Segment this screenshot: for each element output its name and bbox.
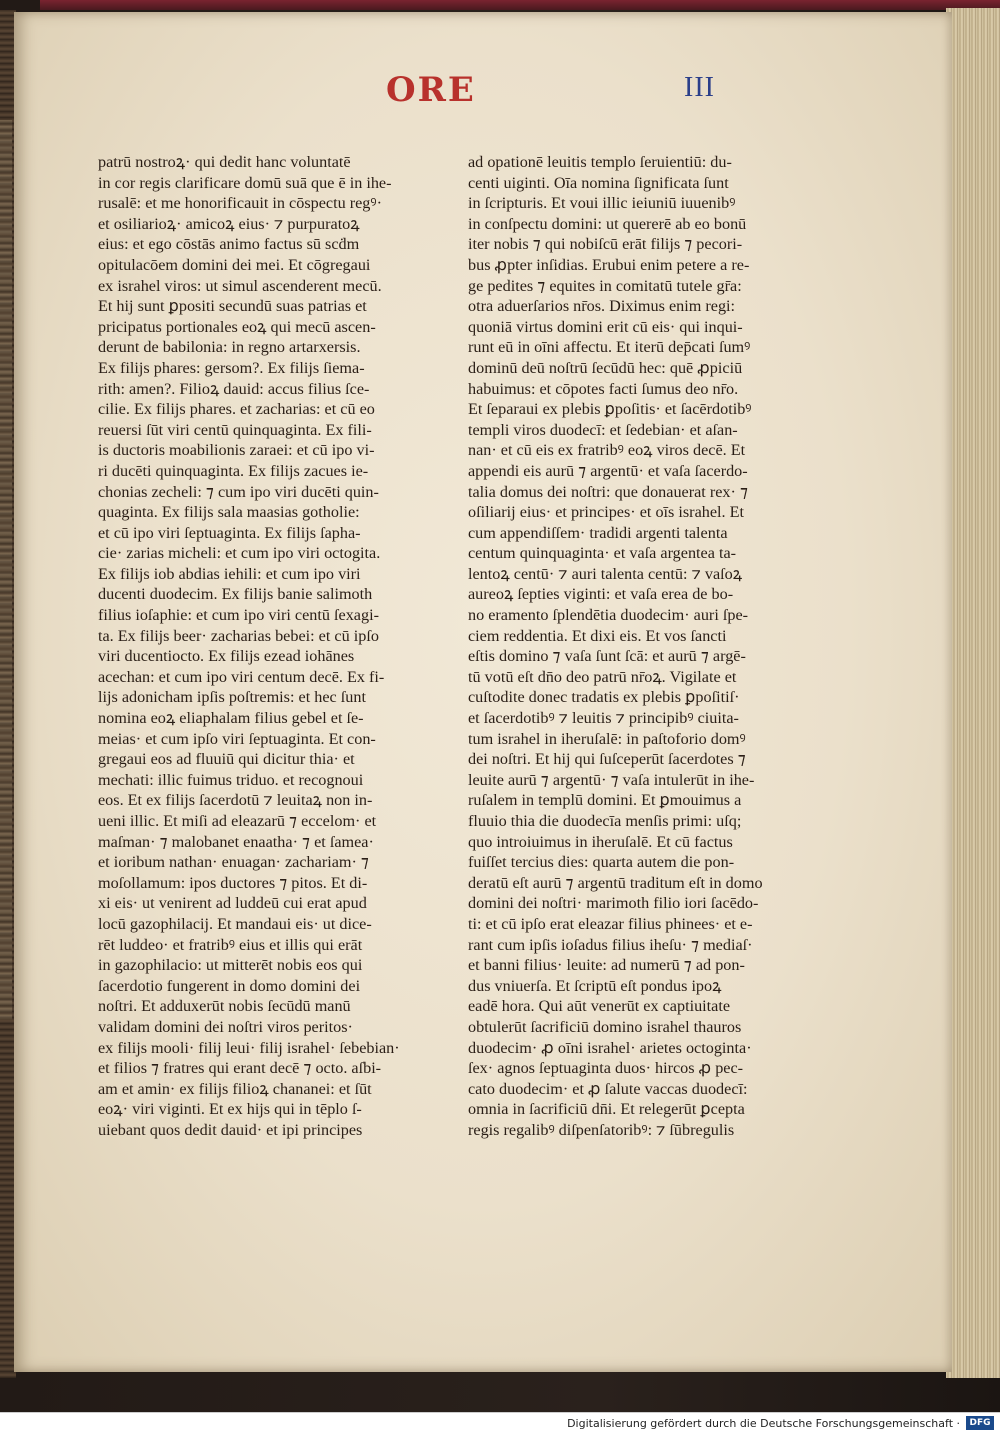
text-line: am et amin· ex filijs filioꝝ chananei: et ſūt bbox=[98, 1079, 372, 1098]
text-line: in gazophilacio: ut mitterēt nobis eos qui bbox=[98, 956, 363, 975]
footer-credit: Digitalisierung gefördert durch die Deutsche Forschungsgemeinschaft · bbox=[567, 1417, 960, 1430]
text-line: Ex filijs iob abdias iehili: et cum ipo viri bbox=[98, 564, 361, 583]
text-line: lijs adonicham ipſis poſtremis: et hec ſunt bbox=[98, 688, 366, 707]
text-line: ſacerdotio fungerent in domo domini dei bbox=[98, 976, 361, 995]
text-line: is ductoris moabilionis zaraei: et cū ipo vi- bbox=[98, 441, 375, 460]
binding-top bbox=[40, 0, 1000, 10]
text-line: eadē hora. Qui aūt venerūt ex captiuitate bbox=[468, 997, 731, 1016]
text-line: omnia in ſacrificiū dn̄i. Et relegerūt ꝑcepta bbox=[468, 1100, 745, 1119]
text-line: et ioribum nathan· enuagan· zachariam· ⁊ bbox=[98, 853, 369, 872]
text-line: dus vniuerſa. Et ſcriptū eſt pondus ipoꝝ bbox=[468, 976, 722, 995]
text-line: iter nobis ⁊ qui nobiſcū erāt filijs ⁊ pecori- bbox=[468, 235, 743, 254]
text-line: quaginta. Ex filijs sala maasias gotholie: bbox=[98, 503, 360, 522]
footer-bar bbox=[0, 1412, 1000, 1435]
text-line: cuſtodite donec tradatis ex plebis ꝑpoſitiſ· bbox=[468, 688, 740, 707]
text-line: ruſalem in templū domini. Et ꝑmouimus a bbox=[468, 791, 742, 810]
text-line: leuite aurū ⁊ argentū· ⁊ vaſa intulerūt in ihe- bbox=[468, 770, 755, 789]
text-line: ti: et cū ipſo erat eleazar filius phinees· et e- bbox=[468, 914, 753, 933]
text-line: centi uiginti. Oīa nomina ſignificata ſunt bbox=[468, 173, 729, 192]
text-line: et ſacerdotibꝰ ⁊ leuitis ⁊ principibꝰ ciuita- bbox=[468, 709, 739, 728]
text-line: ducenti duodecim. Ex filijs banie salimoth bbox=[98, 585, 373, 604]
text-line: Et hij sunt ꝑpositi secundū suas patrias et bbox=[98, 297, 367, 316]
text-line: mechati: illic fuimus triduo. et recognoui bbox=[98, 770, 364, 789]
text-line: cilie. Ex filijs phares. et zacharias: et cū eo bbox=[98, 400, 375, 419]
text-line: eſtis domino ⁊ vaſa ſunt ſcā: et aurū ⁊ argē- bbox=[468, 647, 746, 666]
text-line: cato duodecim· et ꝓ ſalute vaccas duodecī: bbox=[468, 1079, 748, 1098]
text-line: oſiliarij eius· et principes· et oīs israhel. Et bbox=[468, 503, 745, 522]
text-line: dei noſtri. Et hij qui ſuſceperūt ſacerdotes ⁊ bbox=[468, 750, 746, 769]
text-line: ciem reddentia. Et dixi eis. Et vos ſancti bbox=[468, 626, 727, 645]
text-line: habuimus: et cōpotes facti ſumus deo nr̄o. bbox=[468, 379, 739, 398]
text-line: acechan: et cum ipo viri centum decē. Ex fi- bbox=[98, 667, 385, 686]
text-line: nomina eoꝝ eliaphalam filius gebel et ſe- bbox=[98, 709, 364, 728]
text-line: lentoꝝ centū· ⁊ auri talenta centū: ⁊ vaſoꝝ bbox=[468, 564, 743, 583]
text-line: nan· et cū eis ex fratribꝰ eoꝝ viros decē. Et bbox=[468, 441, 746, 460]
left-page-strip bbox=[0, 120, 12, 1020]
text-line: domini dei noſtri· marimoth filio iori ſacēdo- bbox=[468, 894, 759, 913]
text-line: xi eis· ut venirent ad luddeū cui erat apud bbox=[98, 894, 367, 913]
text-line: reuersi ſūt viri centū quinquaginta. Ex fili- bbox=[98, 420, 372, 439]
text-line: Et ſeparaui ex plebis ꝑpoſitis· et ſacērdotibꝰ bbox=[468, 400, 752, 419]
text-line: noſtri. Et adduxerūt nobis ſecūdū manū bbox=[98, 997, 351, 1016]
text-line: cie· zarias micheli: et cum ipo viri octogita. bbox=[98, 544, 381, 563]
text-line: locū gazophilacij. Et mandaui eis· ut dice- bbox=[98, 914, 372, 933]
text-line: eoꝝ· viri viginti. Et ex hijs qui in tēplo ſ- bbox=[98, 1100, 362, 1119]
text-line: Ex filijs phares: gersom?. Ex filijs ſiema- bbox=[98, 358, 365, 377]
text-line: in conſpectu domini: ut quererē ab eo bonū bbox=[468, 214, 747, 233]
text-line: ex filijs mooli· filij leui· filij israhel· ſebebian· bbox=[98, 1038, 400, 1057]
text-line: fluuio thia die duodecīa menſis primi: uſq; bbox=[468, 812, 742, 830]
text-line: quo introiuimus in iheruſalē. Et cū factus bbox=[468, 832, 733, 851]
text-line: fuiſſet tercius dies: quarta autem die pon- bbox=[468, 853, 735, 872]
right-text-column bbox=[468, 152, 770, 1141]
text-line: duodecim· ꝓ oīni israhel· arietes octoginta· bbox=[468, 1038, 752, 1057]
text-line: deratū eſt aurū ⁊ argentū traditum eſt in domo bbox=[468, 873, 763, 892]
text-line: rant cum ipſis ioſadus filius iheſu· ⁊ mediaſ· bbox=[468, 935, 753, 954]
page-stack-edges bbox=[946, 8, 1000, 1378]
text-line: ta. Ex filijs beer· zacharias bebei: et cū ipſo bbox=[98, 626, 379, 645]
text-line: maſman· ⁊ malobanet enaatha· ⁊ et ſamea· bbox=[98, 832, 374, 851]
text-line: eius: et ego cōstās animo factus sū scḋm bbox=[98, 235, 360, 254]
text-line: no eramento ſplendētia duodecim· auri ſpe- bbox=[468, 606, 749, 625]
text-line: patrū nostroꝝ· qui dedit hanc voluntatē bbox=[98, 153, 351, 171]
text-line: runt eū in oīni affectu. Et iterū dep̄cati ſumꝰ bbox=[468, 338, 751, 357]
text-line: quoniā virtus domini erit cū eis· qui inqui- bbox=[468, 317, 743, 336]
text-line: validam domini dei noſtri viros peritos· bbox=[98, 1017, 353, 1036]
text-line: in ſcripturis. Et voui illic ieiuniū iuuenibꝰ bbox=[468, 194, 736, 213]
text-line: cum appendiſſem· tradidi argenti talenta bbox=[468, 523, 728, 542]
text-line: et banni filius· leuite: ad numerū ⁊ ad pon- bbox=[468, 956, 745, 975]
text-line: et cū ipo viri ſeptuaginta. Ex filijs ſapha- bbox=[98, 523, 361, 542]
text-line: rēt luddeo· et fratribꝰ eius et illis qui erāt bbox=[98, 935, 363, 954]
text-line: centum quinquaginta· et vaſa argentea ta- bbox=[468, 544, 737, 563]
text-line: in cor regis clarificare domū suā que ē in ihe- bbox=[98, 173, 392, 192]
text-line: templi viros duodecī: et ſedebian· et aſan- bbox=[468, 420, 738, 439]
text-line: filius ioſaphie: et cum ipo viri centū ſexagi- bbox=[98, 606, 379, 625]
text-line: derunt de babilonia: in regno artarxersis. bbox=[98, 338, 361, 357]
text-line: ge pedites ⁊ equites in comitatū tutele gr̄a: bbox=[468, 276, 742, 295]
text-line: bus ꝓpter inſidias. Erubui enim petere a re- bbox=[468, 255, 750, 274]
text-line: tum israhel in iheruſalē: in paſtoforio domꝰ bbox=[468, 729, 746, 748]
dfg-logo: DFG bbox=[966, 1416, 994, 1430]
text-line: ex israhel viros: ut simul ascenderent mecū. bbox=[98, 276, 382, 295]
text-line: otra aduerſarios nr̄os. Diximus enim regi: bbox=[468, 297, 736, 316]
text-line: dominū deū noſtrū ſecūdū hec: quē ꝓpiciū bbox=[468, 358, 743, 377]
text-line: opitulacōem domini dei mei. Et cōgregaui bbox=[98, 255, 371, 274]
text-line: eos. Et ex filijs ſacerdotū ⁊ leuitaꝝ non in- bbox=[98, 791, 373, 810]
text-line: meias· et cum ipſo viri ſeptuaginta. Et con- bbox=[98, 729, 376, 748]
text-line: ueni illic. Et miſi ad eleazarū ⁊ eccelom· et bbox=[98, 812, 377, 830]
text-line: viri ducentiocto. Ex filijs ezead iohānes bbox=[98, 647, 355, 666]
text-line: ſex· agnos ſeptuaginta duos· hircos ꝓ pec- bbox=[468, 1059, 744, 1078]
text-line: appendi eis aurū ⁊ argentū· et vaſa ſacerdo- bbox=[468, 461, 748, 480]
text-line: aureoꝝ ſepties viginti: et vaſa erea de bo- bbox=[468, 585, 734, 604]
text-line: et filios ⁊ fratres qui erant decē ⁊ octo. aſbi- bbox=[98, 1059, 382, 1078]
text-line: obtulerūt ſacrificiū domino israhel thauros bbox=[468, 1017, 742, 1036]
text-line: et osiliarioꝝ· amicoꝝ eius· ⁊ purpuratoꝝ bbox=[98, 214, 360, 233]
folio-number: III bbox=[684, 72, 715, 103]
text-line: chonias zecheli: ⁊ cum ipo viri ducēti quin- bbox=[98, 482, 379, 501]
running-head-red: ORE bbox=[386, 70, 476, 110]
text-line: rusalē: et me honorificauit in cōspectu regꝰ· bbox=[98, 194, 382, 213]
text-line: tū votū eſt dn̄o deo patrū nr̄oꝝ. Vigilate et bbox=[468, 667, 737, 686]
text-line: uiebant quos dedit dauid· et ipi principes bbox=[98, 1120, 363, 1139]
text-line: ad opationē leuitis templo ſeruientiū: du- bbox=[468, 153, 732, 171]
left-text-column bbox=[98, 152, 408, 1141]
text-line: pricipatus portionales eoꝝ qui mecū ascen- bbox=[98, 317, 376, 336]
text-line: talia domus dei noſtri: que donauerat rex· ⁊ bbox=[468, 482, 749, 501]
text-line: regis regalibꝰ diſpenſatoribꝰ: ⁊ ſūbregulis bbox=[468, 1120, 735, 1139]
text-line: moſollamum: ipos ductores ⁊ pitos. Et di- bbox=[98, 873, 368, 892]
text-line: gregaui eos ad fluuiū qui dicitur thia· et bbox=[98, 750, 355, 769]
running-head bbox=[386, 70, 476, 110]
text-line: rith: amen?. Filioꝝ dauid: accus filius ſce- bbox=[98, 379, 370, 398]
text-line: ri ducēti quinquaginta. Ex filijs zacues ie- bbox=[98, 461, 369, 480]
